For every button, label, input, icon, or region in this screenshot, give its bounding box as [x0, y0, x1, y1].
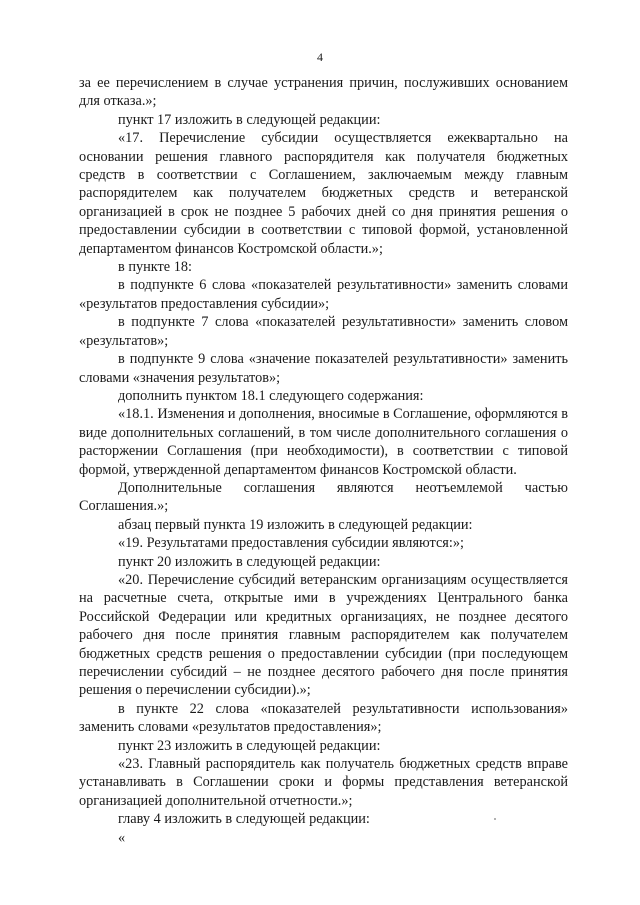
paragraph: «18.1. Изменения и дополнения, вносимые в Соглашение, оформляются в виде дополнительных соглашений, в том числе дополнительного соглашения о расторжении Соглашения (при необходимости), в соответствии с типовой формой, утвержденной департаментом финансов Костромской области. [79, 406, 569, 478]
paragraph: пункт 23 изложить в следующей редакции: [118, 737, 381, 754]
paragraph: дополнить пунктом 18.1 следующего содержания: [118, 387, 424, 404]
paragraph: «19. Результатами предоставления субсидии являются:»; [118, 535, 464, 552]
paragraph: в подпункте 6 слова «показателей результативности» заменить словами «результатов предоставления субсидии»; [79, 277, 568, 312]
paragraph: «17. Перечисление субсидии осуществляется ежеквартально на основании решения главного распорядителя как получателя бюджетных средств в соответствии с Соглашением, заключаемым между главным распорядителем как получателем бюджетных средств и ветеранской организацией в срок не позднее 5 рабочих дней со дня принятия решения о предоставлении субсидии в соответствии с типовой формой, установленной департаментом финансов Костромской области.»; [79, 130, 568, 257]
paragraph: в пункте 18: [118, 259, 192, 276]
document-body [79, 74, 568, 847]
paragraph: в пункте 22 слова «показателей результативности использования» заменить словами «результатов предоставления»; [79, 700, 568, 736]
paragraph: абзац первый пункта 19 изложить в следующей редакции: [118, 516, 473, 533]
paragraph: «23. Главный распорядитель как получатель бюджетных средств вправе устанавливать в Соглашении сроки и формы представления ветеранской организацией дополнительной отчетности.»; [79, 756, 568, 809]
paragraph: главу 4 изложить в следующей редакции: [118, 811, 370, 828]
paragraph: за ее перечислением в случае устранения причин, послуживших основанием для отказа.»; [79, 75, 568, 110]
scan-speck [494, 818, 496, 820]
paragraph: в подпункте 7 слова «показателей результативности» заменить словом «результатов»; [79, 314, 568, 349]
paragraph: пункт 20 изложить в следующей редакции: [118, 553, 381, 570]
page-number: 4 [317, 50, 323, 64]
paragraph: «20. Перечисление субсидий ветеранским организациям осуществляется на расчетные счета, открытые ими в учреждениях Центрального банка Российской Федерации или кредитных организациях, не позднее десятого рабочего дня после принятия главным распорядителем как получателем бюджетных средств решения о предоставлении субсидии (при последующем перечислении субсидий – не позднее десятого рабочего дня после принятия решения о перечислении субсидии).»; [79, 571, 568, 699]
paragraph: в подпункте 9 слова «значение показателей результативности» заменить словами «значения результатов»; [79, 351, 568, 386]
paragraph: « [118, 829, 126, 846]
paragraph: Дополнительные соглашения являются неотъемлемой частью Соглашения.»; [79, 479, 568, 515]
paragraph: пункт 17 изложить в следующей редакции: [118, 111, 381, 128]
